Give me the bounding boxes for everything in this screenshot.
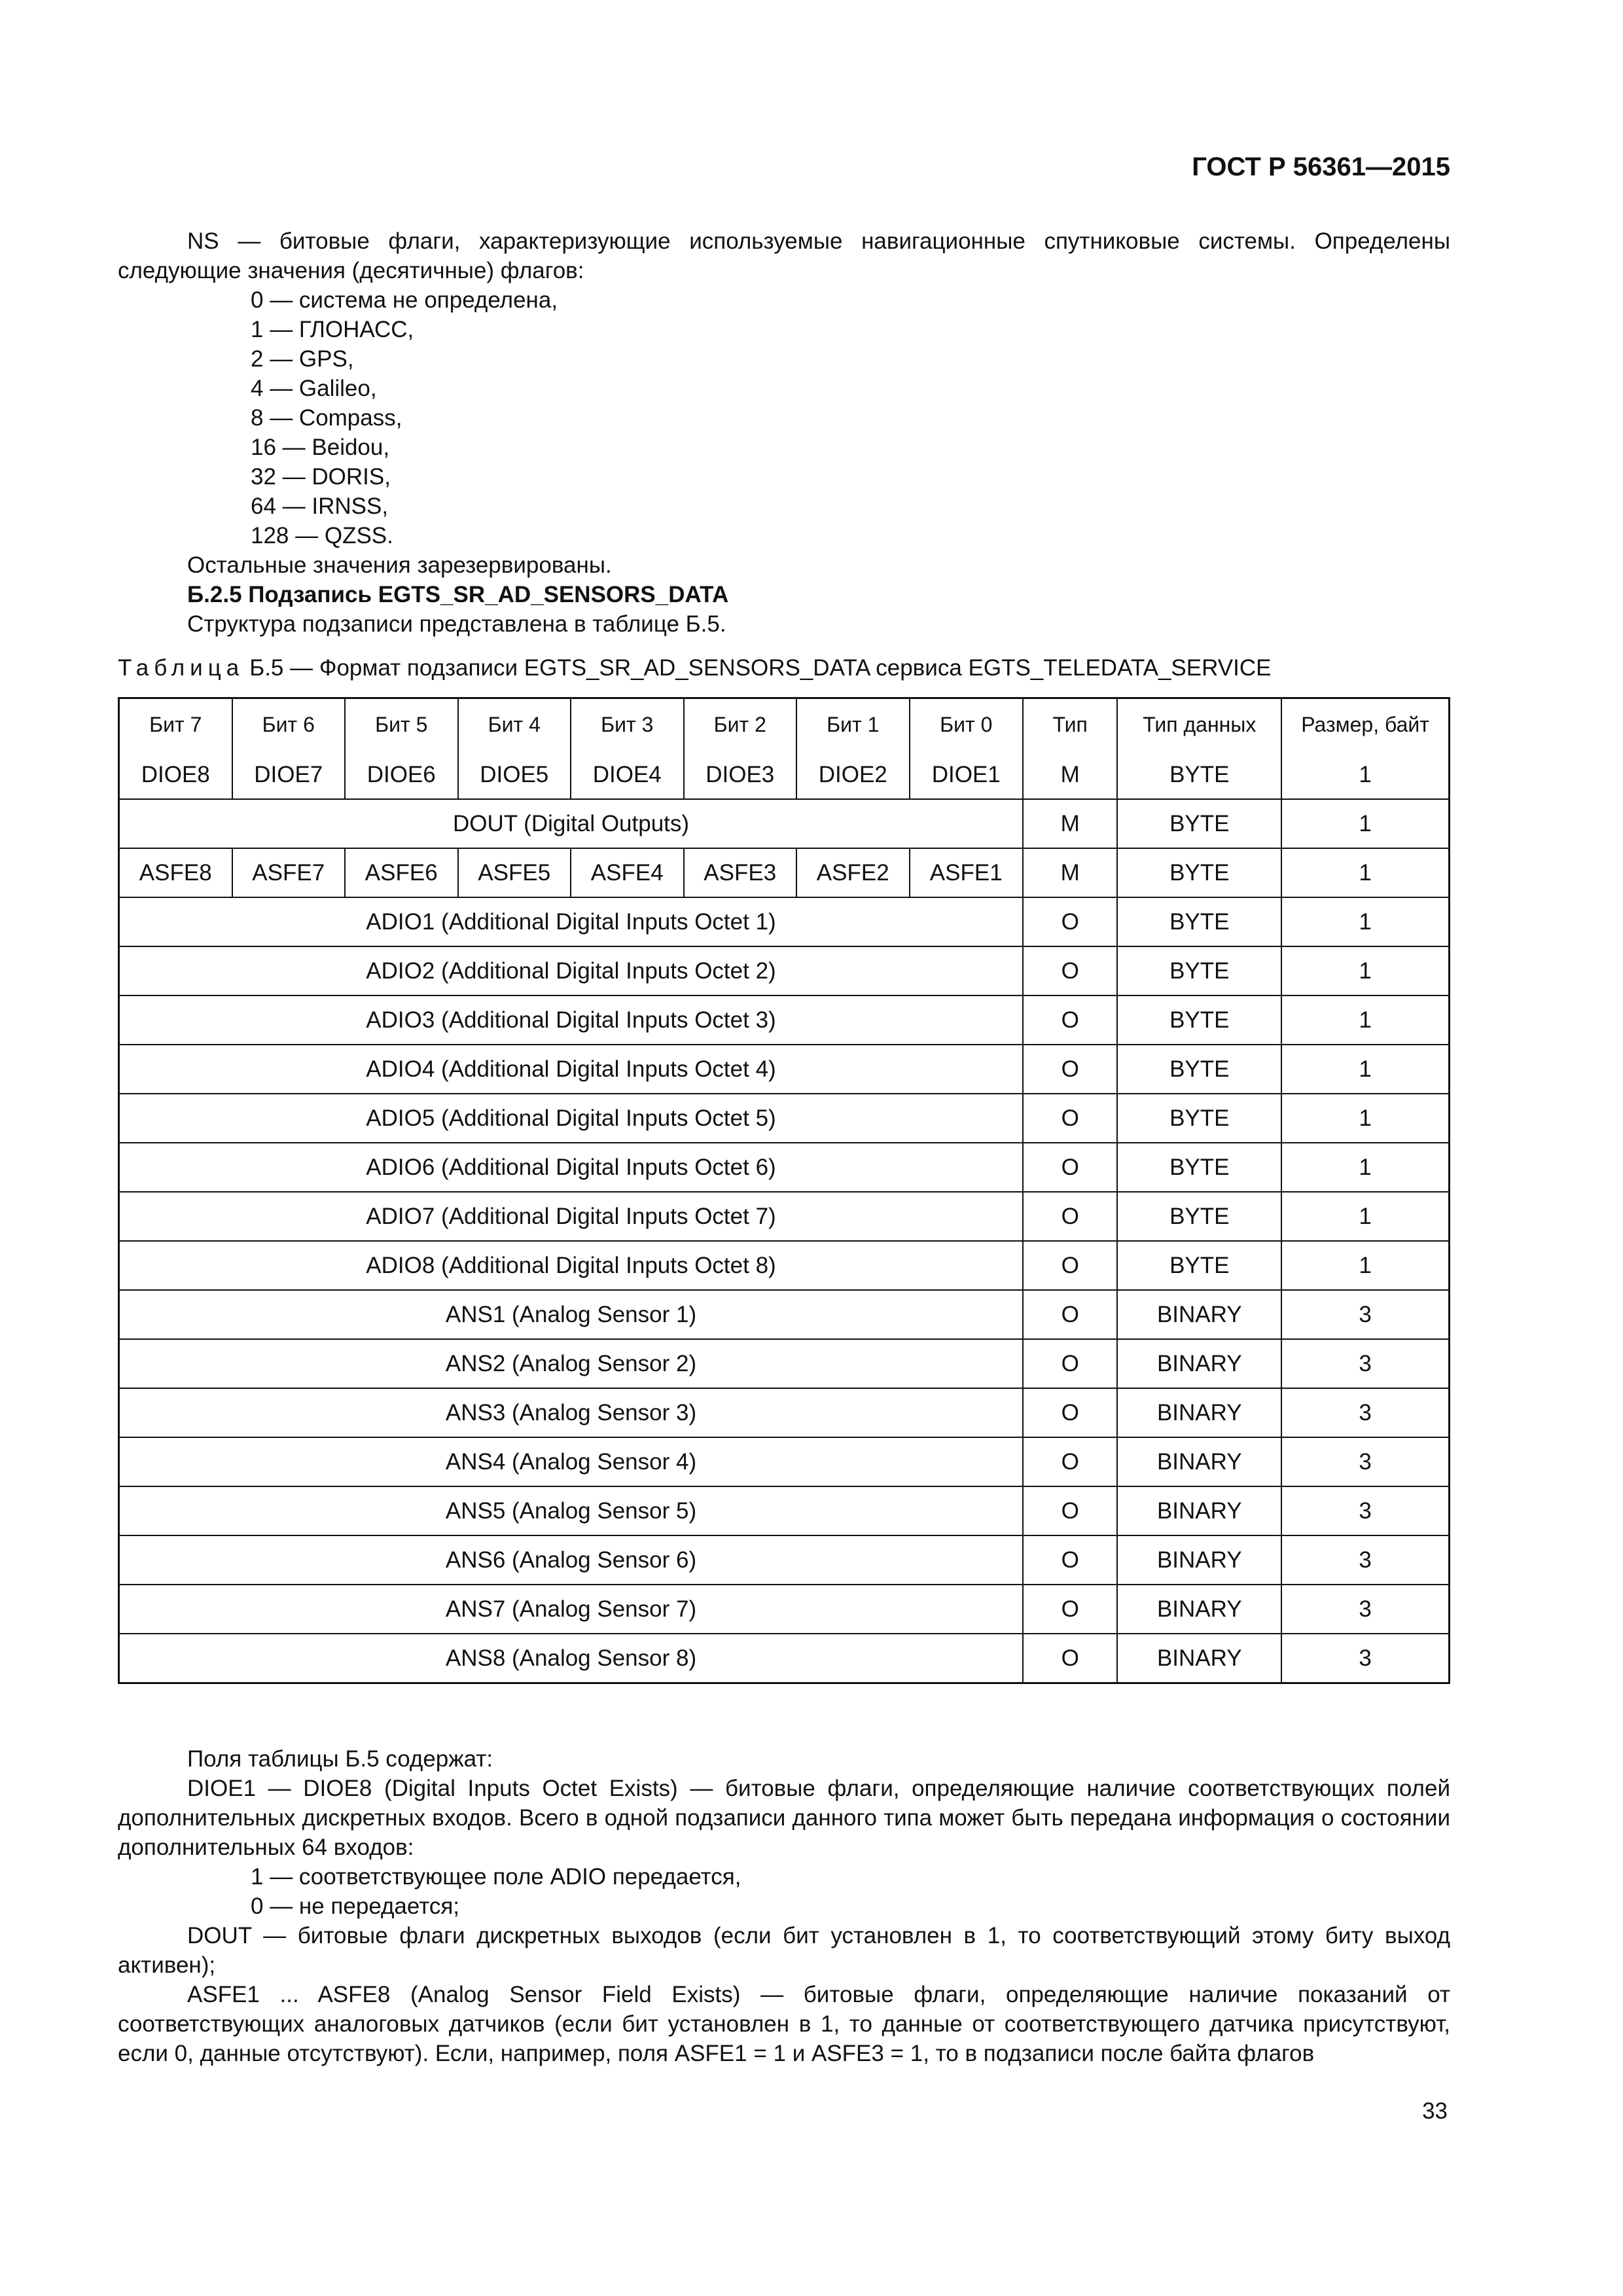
table-row (120, 1094, 1448, 1143)
ns-reserved-note: Остальные значения зарезервированы. (187, 552, 612, 578)
field-name-cell: DOUT (Digital Outputs) (120, 800, 1024, 849)
column-header: Бит 5 (346, 699, 459, 751)
column-header: Бит 1 (797, 699, 910, 751)
field-name-cell: ANS8 (Analog Sensor 8) (120, 1634, 1024, 1682)
column-header: Бит 0 (910, 699, 1024, 751)
column-header: Бит 6 (233, 699, 346, 751)
ns-value-item: 16 — Beidou, (251, 435, 390, 460)
data-type-cell: BINARY (1118, 1585, 1282, 1634)
type-cell: O (1024, 1634, 1118, 1682)
field-name-cell: ANS3 (Analog Sensor 3) (120, 1389, 1024, 1438)
dioe-description: DIOE1 — DIOE8 (Digital Inputs Octet Exists) — битовые флаги, определяющие наличие соответствующих полей дополнительных дискретных входов. Всего в одной подзаписи данного типа может быть передана информация о состоянии дополнительных 64 входов: (118, 1776, 1450, 1860)
type-cell: M (1024, 849, 1118, 898)
bit-cell: DIOE2 (797, 751, 910, 800)
bit-cell: DIOE1 (910, 751, 1024, 800)
table-row (120, 751, 1448, 800)
column-header: Бит 3 (571, 699, 685, 751)
ns-section (118, 226, 1450, 1684)
table-row (120, 1193, 1448, 1242)
section-heading: Б.2.5 Подзапись EGTS_SR_AD_SENSORS_DATA (187, 582, 729, 607)
type-cell: O (1024, 1585, 1118, 1634)
table-row (120, 1438, 1448, 1487)
size-cell: 3 (1282, 1291, 1448, 1340)
size-cell: 1 (1282, 751, 1448, 800)
data-type-cell: BINARY (1118, 1291, 1282, 1340)
table-row (120, 947, 1448, 996)
column-header: Бит 4 (459, 699, 572, 751)
type-cell: O (1024, 1242, 1118, 1291)
bit-cell: DIOE3 (685, 751, 798, 800)
size-cell: 1 (1282, 1094, 1448, 1143)
table-row (120, 1634, 1448, 1682)
size-cell: 3 (1282, 1340, 1448, 1389)
field-name-cell: ADIO8 (Additional Digital Inputs Octet 8) (120, 1242, 1024, 1291)
field-name-cell: ADIO3 (Additional Digital Inputs Octet 3) (120, 996, 1024, 1045)
subrecord-format-table (118, 697, 1450, 1684)
table-row (120, 898, 1448, 947)
bit-cell: ASFE3 (685, 849, 798, 898)
size-cell: 1 (1282, 1193, 1448, 1242)
size-cell: 1 (1282, 800, 1448, 849)
type-cell: O (1024, 1389, 1118, 1438)
size-cell: 1 (1282, 947, 1448, 996)
size-cell: 3 (1282, 1487, 1448, 1536)
field-name-cell: ADIO5 (Additional Digital Inputs Octet 5) (120, 1094, 1024, 1143)
ns-value-item: 64 — IRNSS, (251, 493, 389, 519)
ns-value-item: 1 — ГЛОНАСС, (251, 317, 414, 342)
bit-cell: DIOE4 (571, 751, 685, 800)
bit-cell: ASFE2 (797, 849, 910, 898)
data-type-cell: BYTE (1118, 1193, 1282, 1242)
field-name-cell: ANS1 (Analog Sensor 1) (120, 1291, 1024, 1340)
type-cell: O (1024, 1045, 1118, 1094)
dioe-value-item: 0 — не передается; (251, 1893, 460, 1919)
size-cell: 3 (1282, 1438, 1448, 1487)
table-row (120, 1340, 1448, 1389)
bit-cell: ASFE8 (120, 849, 233, 898)
column-header: Бит 2 (685, 699, 798, 751)
table-row (120, 1487, 1448, 1536)
column-header: Размер, байт (1301, 713, 1429, 736)
ns-value-item: 0 — система не определена, (251, 287, 558, 313)
table-caption-text: Б.5 — Формат подзаписи EGTS_SR_AD_SENSORS_DATA сервиса EGTS_TELEDATA_SERVICE (249, 655, 1272, 681)
field-name-cell: ANS6 (Analog Sensor 6) (120, 1536, 1024, 1585)
type-cell: O (1024, 1340, 1118, 1389)
bit-cell: ASFE6 (346, 849, 459, 898)
fields-description (118, 1744, 1450, 2068)
data-type-cell: BYTE (1118, 800, 1282, 849)
data-type-cell: BYTE (1118, 996, 1282, 1045)
page-number: 33 (1422, 2098, 1448, 2124)
bit-cell: ASFE4 (571, 849, 685, 898)
bit-cell: ASFE1 (910, 849, 1024, 898)
bit-cell: ASFE7 (233, 849, 346, 898)
column-header: Тип (1024, 699, 1118, 751)
table-caption (118, 653, 1450, 683)
data-type-cell: BYTE (1118, 849, 1282, 898)
bit-cell: DIOE6 (346, 751, 459, 800)
size-cell: 3 (1282, 1585, 1448, 1634)
table-row (120, 800, 1448, 849)
type-cell: O (1024, 996, 1118, 1045)
data-type-cell: BINARY (1118, 1487, 1282, 1536)
type-cell: O (1024, 1487, 1118, 1536)
table-header-row (120, 699, 1448, 751)
type-cell: O (1024, 1094, 1118, 1143)
ns-value-item: 8 — Compass, (251, 405, 402, 431)
field-name-cell: ADIO4 (Additional Digital Inputs Octet 4) (120, 1045, 1024, 1094)
size-cell: 1 (1282, 996, 1448, 1045)
section-intro: Структура подзаписи представлена в таблице Б.5. (187, 611, 726, 637)
field-name-cell: ADIO1 (Additional Digital Inputs Octet 1) (120, 898, 1024, 947)
asfe-description: ASFE1 ... ASFE8 (Analog Sensor Field Exists) — битовые флаги, определяющие наличие показаний от соответствующих аналоговых датчиков (если бит установлен в 1, то данные от соответствующего датчика присутствуют, если 0, данные отсутствуют). Если, например, поля ASFE1 = 1 и ASFE3 = 1, то в подзаписи после байта флагов (118, 1982, 1450, 2066)
ns-value-item: 2 — GPS, (251, 346, 354, 372)
table-row (120, 849, 1448, 898)
type-cell: M (1024, 800, 1118, 849)
type-cell: O (1024, 947, 1118, 996)
field-name-cell: ANS2 (Analog Sensor 2) (120, 1340, 1024, 1389)
size-cell: 1 (1282, 1242, 1448, 1291)
ns-value-item: 128 — QZSS. (251, 523, 393, 548)
type-cell: O (1024, 1438, 1118, 1487)
field-name-cell: ADIO7 (Additional Digital Inputs Octet 7) (120, 1193, 1024, 1242)
field-name-cell: ANS5 (Analog Sensor 5) (120, 1487, 1024, 1536)
table-row (120, 1536, 1448, 1585)
fields-intro: Поля таблицы Б.5 содержат: (187, 1746, 493, 1772)
ns-intro: NS — битовые флаги, характеризующие используемые навигационные спутниковые системы. Определены следующие значения (десятичные) флагов: (118, 228, 1450, 283)
table-row (120, 1143, 1448, 1193)
data-type-cell: BINARY (1118, 1536, 1282, 1585)
type-cell: O (1024, 1193, 1118, 1242)
field-name-cell: ANS4 (Analog Sensor 4) (120, 1438, 1024, 1487)
data-type-cell: BYTE (1118, 947, 1282, 996)
bit-cell: DIOE5 (459, 751, 572, 800)
document-id: ГОСТ Р 56361—2015 (1192, 152, 1450, 181)
bit-cell: ASFE5 (459, 849, 572, 898)
data-type-cell: BINARY (1118, 1340, 1282, 1389)
type-cell: O (1024, 1536, 1118, 1585)
data-type-cell: BINARY (1118, 1438, 1282, 1487)
table-row (120, 1291, 1448, 1340)
bit-cell: DIOE7 (233, 751, 346, 800)
ns-value-item: 32 — DORIS, (251, 464, 391, 490)
table-row (120, 996, 1448, 1045)
data-type-cell: BYTE (1118, 1143, 1282, 1193)
data-type-cell: BYTE (1118, 1045, 1282, 1094)
field-name-cell: ADIO6 (Additional Digital Inputs Octet 6) (120, 1143, 1024, 1193)
type-cell: O (1024, 1291, 1118, 1340)
data-type-cell: BYTE (1118, 1242, 1282, 1291)
size-cell: 3 (1282, 1389, 1448, 1438)
data-type-cell: BINARY (1118, 1634, 1282, 1682)
field-name-cell: ANS7 (Analog Sensor 7) (120, 1585, 1024, 1634)
ns-values-list (118, 285, 1450, 550)
dioe-values-list (118, 1862, 1450, 1921)
field-name-cell: ADIO2 (Additional Digital Inputs Octet 2) (120, 947, 1024, 996)
dout-description: DOUT — битовые флаги дискретных выходов (если бит установлен в 1, то соответствующий этому биту выход активен); (118, 1923, 1450, 1978)
data-type-cell: BYTE (1118, 1094, 1282, 1143)
type-cell: M (1024, 751, 1118, 800)
table-row (120, 1242, 1448, 1291)
size-cell: 3 (1282, 1536, 1448, 1585)
type-cell: O (1024, 898, 1118, 947)
ns-value-item: 4 — Galileo, (251, 376, 377, 401)
table-row (120, 1585, 1448, 1634)
data-type-cell: BYTE (1118, 751, 1282, 800)
dioe-value-item: 1 — соответствующее поле ADIO передается, (251, 1864, 741, 1890)
bit-cell: DIOE8 (120, 751, 233, 800)
type-cell: O (1024, 1143, 1118, 1193)
size-cell: 1 (1282, 1143, 1448, 1193)
size-cell: 3 (1359, 1645, 1372, 1671)
size-cell: 1 (1282, 898, 1448, 947)
data-type-cell: BINARY (1118, 1389, 1282, 1438)
table-row (120, 1389, 1448, 1438)
table-caption-word: Таблица (118, 655, 245, 681)
size-cell: 1 (1282, 1045, 1448, 1094)
column-header: Тип данных (1118, 699, 1282, 751)
data-type-cell: BYTE (1118, 898, 1282, 947)
size-cell: 1 (1282, 849, 1448, 898)
column-header: Бит 7 (120, 699, 233, 751)
table-row (120, 1045, 1448, 1094)
